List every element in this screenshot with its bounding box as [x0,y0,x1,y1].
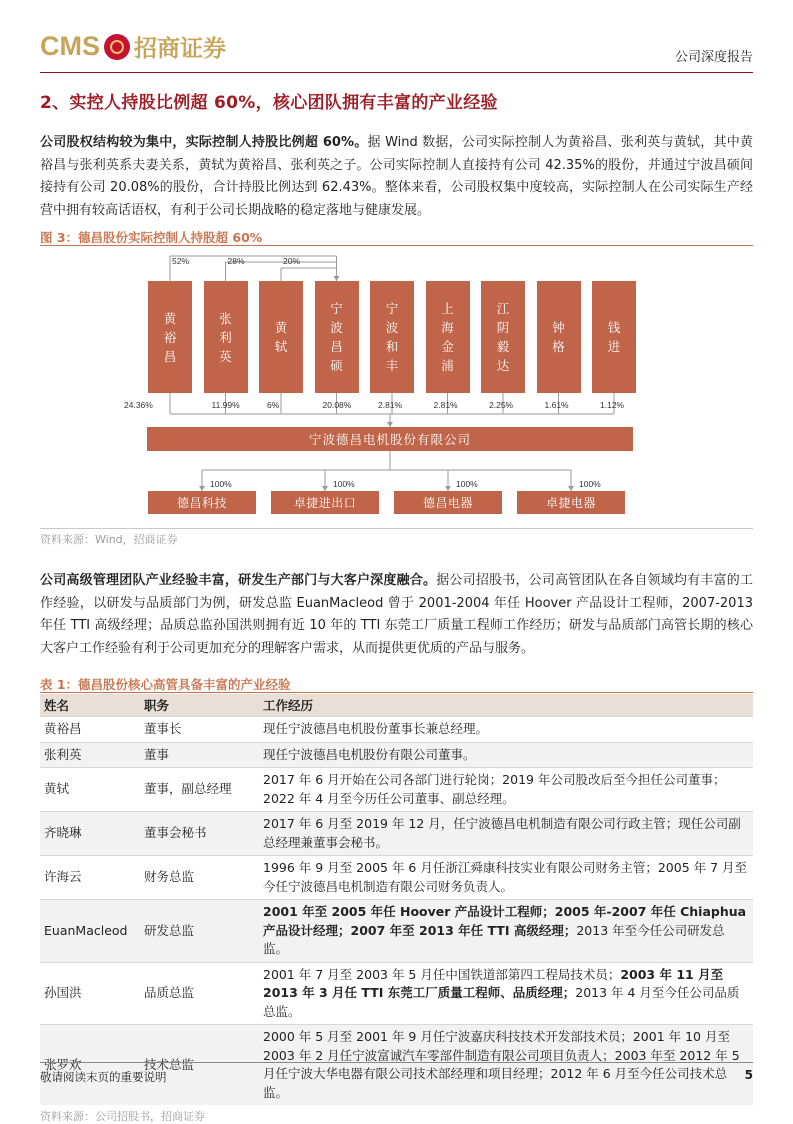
cell-role: 财务总监 [140,856,259,900]
shareholding-pct: 2.25% [489,400,514,410]
cell-role: 品质总监 [140,962,259,1025]
header-name: 姓名 [40,694,140,717]
paragraph-ownership-body: 据 Wind 数据，公司实际控制人为黄裕昌、张利英与黄轼，其中黄裕昌与张利英系夫妻关系，黄轼为黄裕昌、张利英之子。公司实际控制人直接持有公司 42.35%的股份，并通过宁波昌硕间接持有公司 20.08%的股份，合计持股比例达到 62.43%。整体来看，公司股权集中度较高，实际控制人在公司实际生产经营中拥有较高话语权，有利于公司长期战略的稳定落地与健康发展。 [40,135,753,218]
cell-experience [259,1025,753,1106]
shareholder-box [426,281,470,393]
cell-name: 孙国洪 [40,962,140,1025]
cell-role: 董事，副总经理 [140,768,259,812]
logo-text-en: CMS [40,31,100,61]
experience-text: 2003 年 11 月至 2013 年 3 月任 TTI 东莞工厂质量工程师、品质经理； [263,966,724,1000]
subsidiary-pct: 100% [333,479,355,489]
shareholder-box [592,281,636,393]
paragraph-management [40,570,753,660]
shareholder-box [537,281,581,393]
table-title-rule [40,692,753,693]
shareholding-pct: 11.99% [211,400,240,410]
table-row [40,742,753,768]
paragraph-ownership-lead: 公司股权结构较为集中，实际控制人持股比例超 60%。 [40,135,368,150]
figure-title: 图 3：德昌股份实际控制人持股超 60% [40,230,263,245]
table-row [40,962,753,1025]
shareholder-name: 张利英 [219,310,232,364]
paragraph-management-body: 据公司招股书，公司高管团队在各自领域均有丰富的工作经验，以研发与品质部门为例，研发总监 EuanMacleod 曾于 2001-2004 年任 Hoover 产品设计工程师，2007-2013 年任 TTI 高级经理；品质总监孙国洪则拥有近 10 年的 TTI 东莞工厂质量工程师工作经历；研发与品质部门高管长期的核心大客户工作经验有利于公司更加充分的理解客户需求，从而提供更优质的产品与服务。 [40,573,753,656]
cell-experience [259,812,753,856]
subsidiary-pct: 100% [210,479,232,489]
subsidiary-box: 德昌电器 [394,491,502,514]
indirect-holding-pct: 28% [227,256,245,266]
experience-text: 2017 年 6 月至 2019 年 12 月，任宁波德昌电机制造有限公司行政主管；现任公司副总经理兼董事会秘书。 [263,816,741,850]
report-type-label: 公司深度报告 [674,50,753,65]
subsidiary-box: 德昌科技 [148,491,256,514]
subsidiary-box: 卓捷进出口 [271,491,379,514]
shareholding-pct: 24.36% [124,400,153,410]
footer-disclaimer: 敬请阅读末页的重要说明 [40,1070,167,1084]
experience-text: 2001 年 7 月至 2003 年 5 月任中国铁道部第四工程局技术员； [263,966,621,982]
cell-experience [259,962,753,1025]
cell-experience [259,856,753,900]
figure-bottom-rule [40,528,753,529]
shareholder-box [148,281,192,393]
experience-text: 2013 年至今任公司研发总监。 [263,922,725,956]
shareholding-pct: 1.12% [600,400,625,410]
shareholder-name: 钱进 [607,320,621,354]
table-title: 表 1：德昌股份核心高管具备丰富的产业经验 [40,677,291,692]
executive-table [40,694,753,1105]
table-row [40,856,753,900]
logo-text-cn: 招商证券 [134,36,226,62]
paragraph-management-lead: 公司高级管理团队产业经验丰富，研发生产部门与大客户深度融合。 [40,573,437,588]
experience-text: 现任宁波德昌电机股份董事长兼总经理。 [263,721,489,736]
ownership-diagram [40,244,753,524]
table-header-row [40,694,753,717]
experience-text: 1996 年 9 月至 2005 年 6 月任浙江舜康科技实业有限公司财务主管；2005 年 7 月至今任宁波德昌电机制造有限公司财务负责人。 [263,860,748,894]
shareholder-name: 上海金浦 [441,301,454,373]
cell-experience [259,768,753,812]
indirect-holding-pct: 52% [172,256,190,266]
shareholder-box [315,281,359,393]
company-box: 宁波德昌电机股份有限公司 [147,427,633,451]
table-row [40,812,753,856]
footer-divider [40,1062,753,1063]
cell-role: 研发总监 [140,900,259,963]
header-role: 职务 [140,694,259,717]
subsidiary-pct: 100% [579,479,601,489]
shareholding-pct: 1.61% [544,400,569,410]
experience-text: 2000 年 5 月至 2001 年 9 月任宁波嘉庆科技技术开发部技术员；2001 年 10 月至 2003 年 2 月任宁波富诚汽车零部件制造有限公司项目负责人；2003 年至 2012 年 5 月任宁波大华电器有限公司技术部经理和项目经理；2012 年 6 月至今任公司技术总监。 [263,1029,740,1100]
cell-experience [259,742,753,768]
cell-role: 董事 [140,742,259,768]
cell-role: 董事长 [140,717,259,743]
cell-role: 董事会秘书 [140,812,259,856]
shareholder-box [259,281,303,393]
table-row [40,1025,753,1106]
shareholder-box [204,281,248,393]
experience-text: 现任宁波德昌电机股份有限公司董事。 [263,746,476,762]
cell-name: 齐晓琳 [40,812,140,856]
section-title: 2、实控人持股比例超 60%，核心团队拥有丰富的产业经验 [40,93,498,113]
shareholder-name: 宁波和丰 [385,301,399,373]
shareholder-name: 宁波昌硕 [330,301,343,373]
table-source: 资料来源：公司招股书，招商证券 [40,1110,205,1123]
company-logo [40,30,226,63]
indirect-holding-pct: 20% [283,256,301,266]
experience-text: 2001 年至 2005 年任 Hoover 产品设计工程师；2005 年-2007 年任 Chiaphua 产品设计经理；2007 年至 2013 年任 TTI 高级经理； [263,904,747,938]
cell-name: 黄裕昌 [40,717,140,743]
page-number: 5 [744,1068,753,1082]
shareholding-pct: 6% [267,400,280,410]
shareholder-name: 钟格 [552,320,565,354]
figure-source: 资料来源：Wind，招商证券 [40,533,178,546]
cell-name: 许海云 [40,856,140,900]
shareholder-name: 江阴毅达 [496,301,510,373]
cell-name: 黄轼 [40,768,140,812]
cell-experience [259,900,753,963]
shareholding-pct: 2.81% [378,400,403,410]
shareholder-box [370,281,414,393]
subsidiary-pct: 100% [456,479,478,489]
header-experience: 工作经历 [259,694,753,717]
subsidiary-box: 卓捷电器 [517,491,625,514]
shareholder-box [481,281,525,393]
cell-name: 张利英 [40,742,140,768]
experience-text: 2013 年 4 月至今任公司品质总监。 [263,985,740,1019]
shareholding-pct: 2.81% [433,400,458,410]
logo-badge-icon [104,34,130,60]
shareholding-pct: 20.08% [322,400,352,410]
table-row [40,768,753,812]
cell-role: 技术总监 [140,1025,259,1106]
table-row [40,717,753,743]
cell-experience [259,717,753,743]
shareholder-name: 黄轼 [274,320,288,354]
experience-text: 2017 年 6 月开始在公司各部门进行轮岗；2019 年公司股改后至今担任公司董事；2022 年 4 月至今历任公司董事、副总经理。 [263,772,726,806]
page-header [40,22,753,72]
header-divider [40,72,753,73]
cell-name: EuanMacleod [40,900,140,963]
table-row [40,900,753,963]
paragraph-ownership [40,132,753,222]
cell-name: 张罗欢 [40,1025,140,1106]
shareholder-name: 黄裕昌 [163,310,177,364]
table-body [40,717,753,1106]
